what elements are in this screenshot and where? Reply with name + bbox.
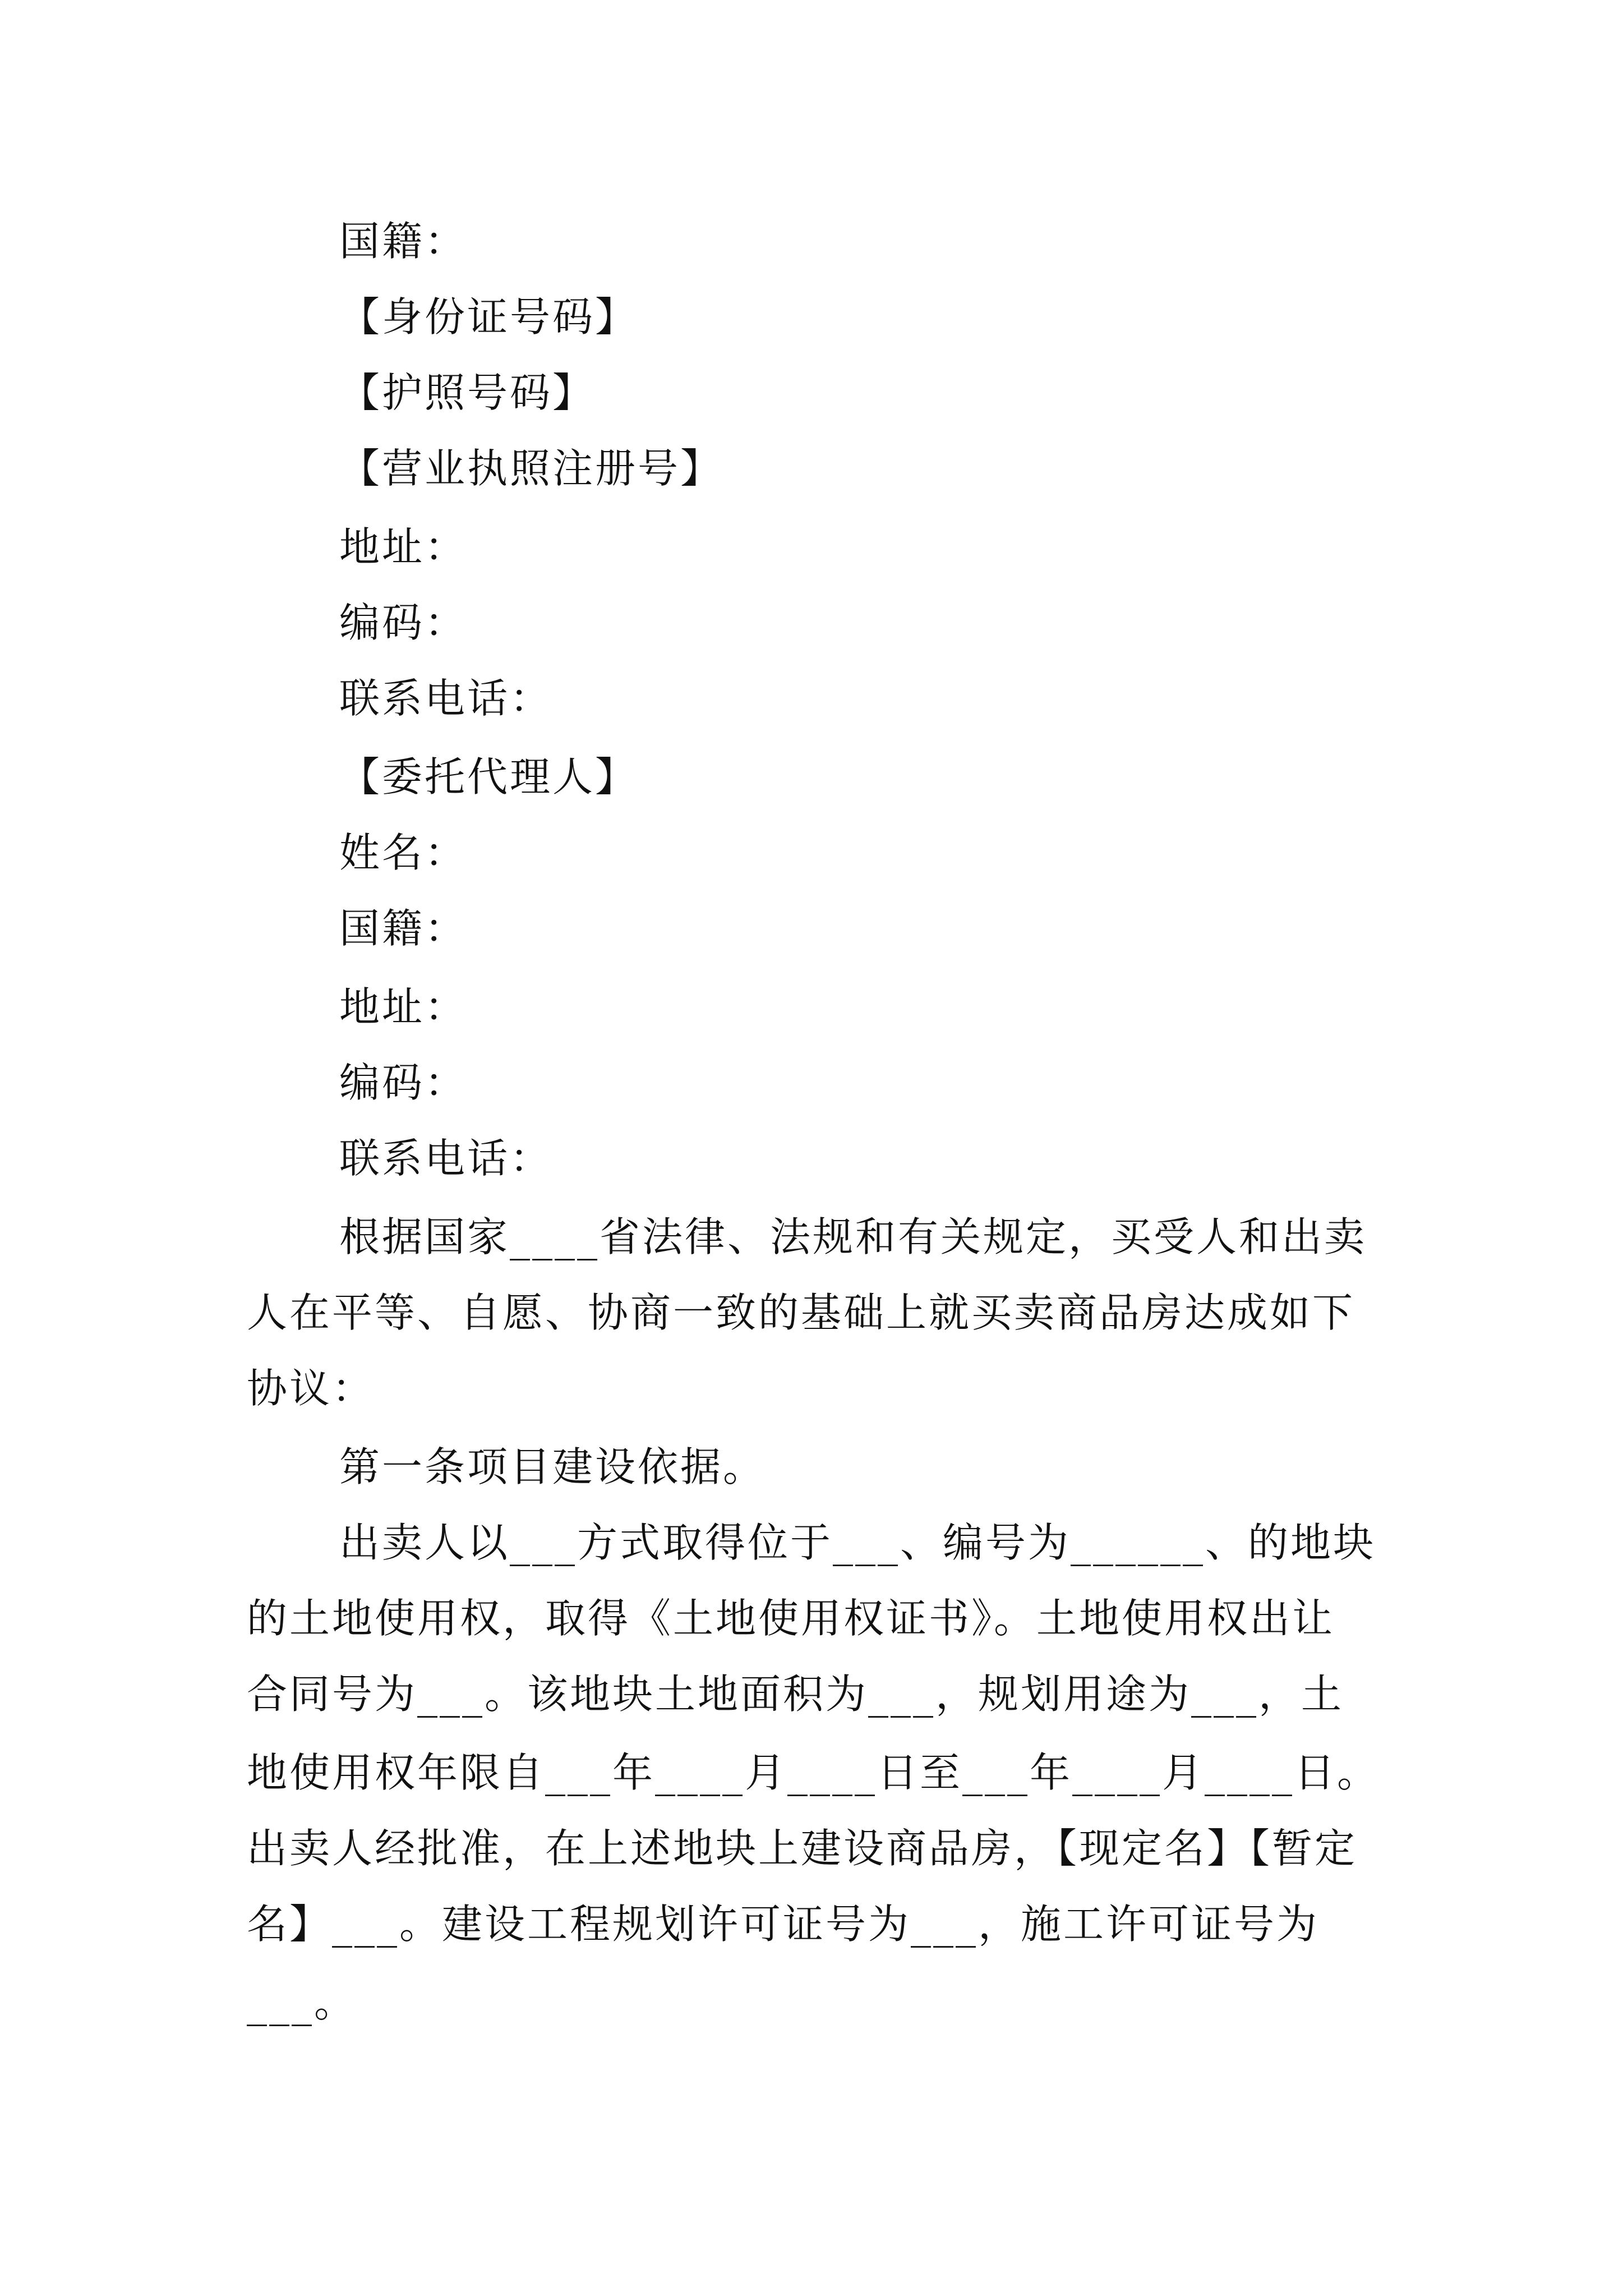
paragraph-line: 名】___。建设工程规划许可证号为___，施工许可证号为	[247, 1901, 1320, 1948]
text-line: 地址：	[339, 523, 468, 570]
text-line: 【委托代理人】	[339, 753, 638, 800]
paragraph-line: 出卖人经批准，在上述地块上建设商品房，【现定名】【暂定	[247, 1825, 1358, 1872]
paragraph-line: 协议：	[247, 1365, 375, 1412]
paragraph-line: ___。	[247, 1979, 357, 2026]
paragraph-line: 人在平等、自愿、协商一致的基础上就买卖商品房达成如下	[247, 1289, 1355, 1336]
text-line: 【护照号码】	[339, 369, 596, 416]
text-line: 编码：	[339, 1059, 468, 1106]
paragraph-line: 合同号为___。该地块土地面积为___，规划用途为___，土	[247, 1671, 1344, 1718]
text-line: 【身份证号码】	[339, 293, 638, 341]
paragraph-line: 地使用权年限自___年____月____日至___年____月____日。	[247, 1749, 1380, 1796]
section-heading: 第一条项目建设依据。	[339, 1443, 766, 1490]
text-line: 国籍：	[339, 218, 468, 265]
text-line: 姓名：	[339, 829, 468, 876]
paragraph-line: 根据国家____省法律、法规和有关规定，买受人和出卖	[339, 1213, 1367, 1260]
text-line: 国籍：	[339, 905, 468, 952]
text-line: 【营业执照注册号】	[339, 445, 723, 492]
text-line: 编码：	[339, 599, 468, 646]
paragraph-line: 的土地使用权，取得《土地使用权证书》。土地使用权出让	[247, 1595, 1335, 1642]
text-line: 联系电话：	[339, 675, 553, 722]
text-line: 联系电话：	[339, 1135, 553, 1182]
text-line: 地址：	[339, 983, 468, 1030]
paragraph-line: 出卖人以___方式取得位于___、编号为______、的地块	[339, 1519, 1376, 1566]
